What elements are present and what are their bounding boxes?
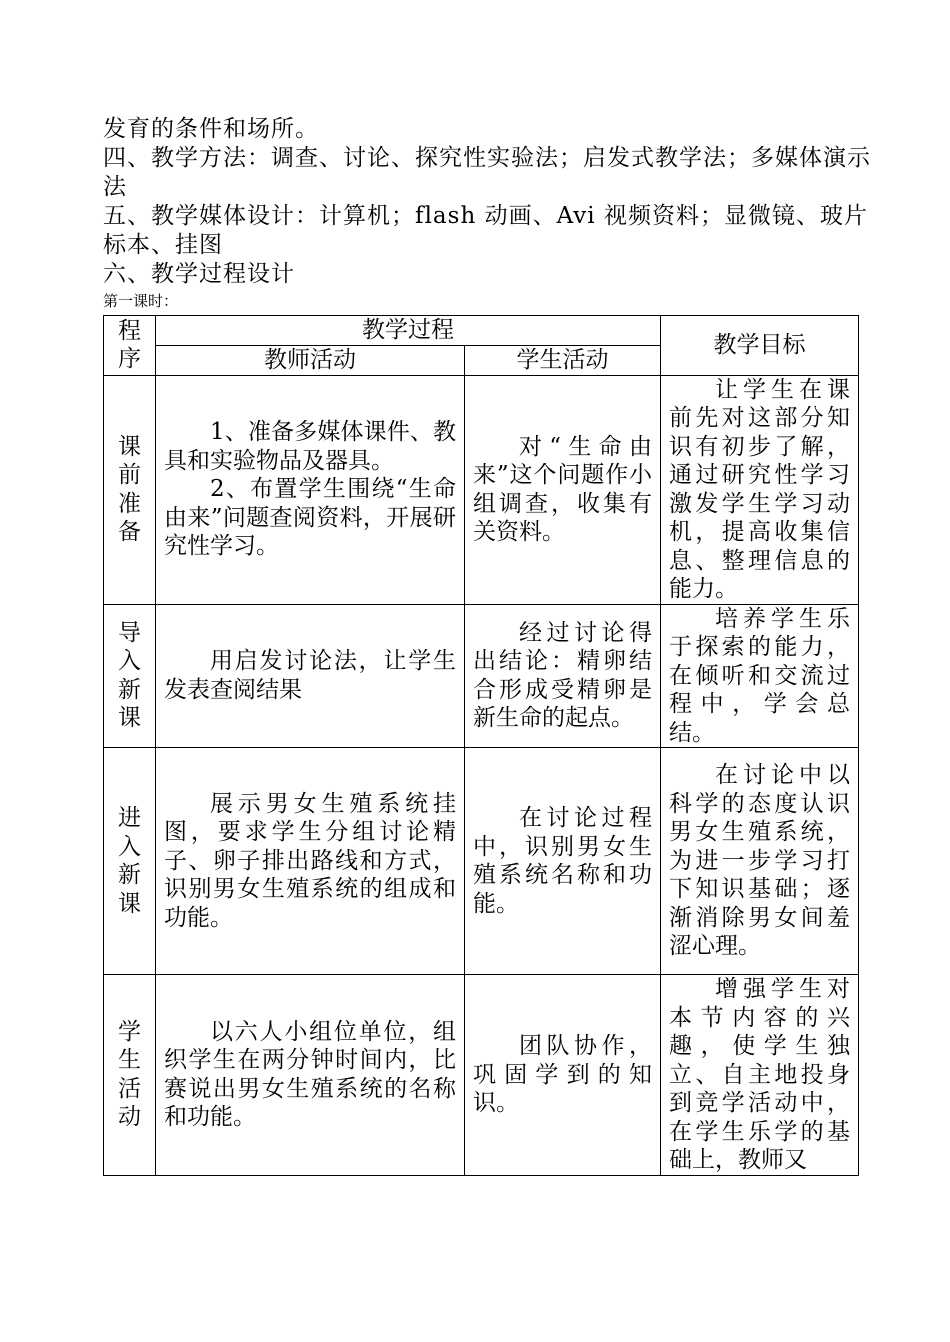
header-step: 程序 [104,316,156,376]
table-row [104,975,859,1176]
row-goal: 培养学生乐于探索的能力，在倾听和交流过程中，学会总结。 [661,604,859,748]
row-student-activity: 团队协作，巩固学到的知识。 [465,975,661,1176]
row-student-activity: 在讨论过程中，识别男女生殖系统名称和功能。 [465,748,661,975]
row-step: 进入新课 [104,748,156,975]
row-student-activity: 经过讨论得出结论：精卵结合形成受精卵是新生命的起点。 [465,604,661,748]
intro-line-1: 发育的条件和场所。 [103,116,319,142]
row-goal: 增强学生对本节内容的兴趣，使学生独立、自主地投身到竞学活动中，在学生乐学的基础上，教师又 [661,975,859,1176]
teacher-paragraph: 1、准备多媒体课件、教具和实验物品及器具。 [164,419,456,474]
table-row [104,604,859,748]
header-goal: 教学目标 [661,316,859,376]
intro-line-4: 五、教学媒体设计：计算机；flash 动画、Avi 视频资料；显微镜、玻片 [103,203,868,229]
intro-line-3: 法 [103,174,127,200]
teacher-paragraph: 2、布置学生围绕“生命由来”问题查阅资料，开展研究性学习。 [164,476,456,560]
lesson-label: 第一课时： [103,292,179,310]
row-step: 课前准备 [104,375,156,604]
row-teacher-activity: 展示男女生殖系统挂图，要求学生分组讨论精子、卵子排出路线和方式，识别男女生殖系统的组成和功能。 [156,748,465,975]
row-goal: 让学生在课前先对这部分知识有初步了解，通过研究性学习激发学生学习动机，提高收集信息、整理信息的能力。 [661,375,859,604]
table-row [104,375,859,604]
row-teacher-activity [156,375,465,604]
lesson-plan-table [103,315,859,1176]
intro-line-6: 六、教学过程设计 [103,261,295,287]
row-step: 导入新课 [104,604,156,748]
header-teacher: 教师活动 [156,346,465,376]
intro-line-5: 标本、挂图 [103,232,223,258]
intro-line-2: 四、教学方法：调查、讨论、探究性实验法；启发式教学法；多媒体演示 [103,145,871,171]
table-row [104,748,859,975]
row-teacher-activity: 以六人小组位单位，组织学生在两分钟时间内，比赛说出男女生殖系统的名称和功能。 [156,975,465,1176]
row-step: 学生活动 [104,975,156,1176]
row-goal: 在讨论中以科学的态度认识男女生殖系统，为进一步学习打下知识基础；逐渐消除男女间羞涩心理。 [661,748,859,975]
table-header-row [104,316,859,346]
header-process: 教学过程 [156,316,661,346]
header-student: 学生活动 [465,346,661,376]
row-student-activity: 对“生命由来”这个问题作小组调查，收集有关资料。 [465,375,661,604]
row-teacher-activity: 用启发讨论法，让学生发表查阅结果 [156,604,465,748]
